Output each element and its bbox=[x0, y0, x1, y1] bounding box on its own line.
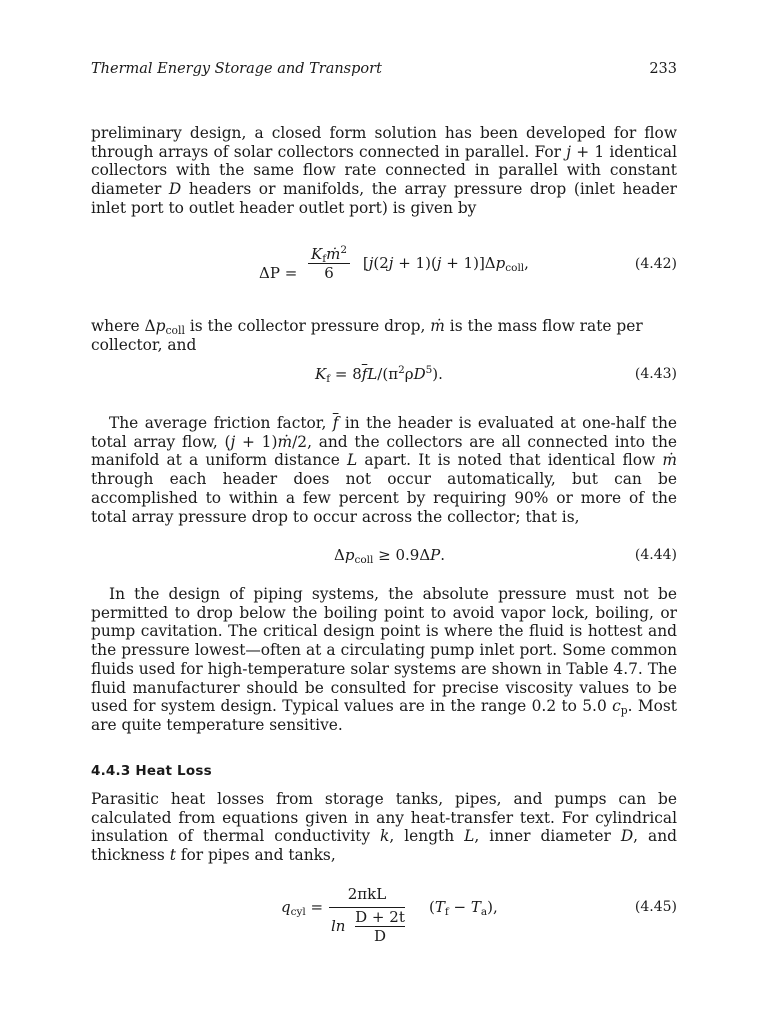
text-run: , inner diameter bbox=[474, 827, 621, 846]
text-run: for pipes and tanks, bbox=[175, 846, 336, 865]
eq-term: . bbox=[440, 546, 446, 564]
text-run: + 1) bbox=[235, 432, 278, 451]
equation-4-43 bbox=[91, 365, 677, 387]
eq-term: 5 bbox=[425, 364, 433, 376]
text-run: p bbox=[620, 704, 628, 718]
eq-term: L bbox=[367, 365, 378, 383]
text-run: ṁ bbox=[430, 317, 445, 335]
paragraph-where bbox=[91, 317, 677, 354]
text-run: p bbox=[155, 317, 166, 335]
eq-term: ( bbox=[429, 898, 435, 916]
eq-term: j bbox=[388, 253, 394, 272]
eq-term: + 1)( bbox=[393, 253, 437, 272]
eq-lhs: ΔP = bbox=[259, 263, 298, 282]
text-run: /2, and the collectors are all connected into the manifold at a uniform distance bbox=[91, 432, 677, 470]
text-run: is the collector pressure drop, bbox=[184, 317, 431, 335]
text-run: D bbox=[168, 180, 182, 199]
section-heading: 4.4.3 Heat Loss bbox=[91, 763, 212, 779]
eq-term: f bbox=[322, 253, 327, 265]
equation-number: (4.43) bbox=[634, 366, 677, 382]
equation-number: (4.44) bbox=[634, 547, 677, 563]
eq-term: ln bbox=[331, 917, 346, 935]
text-run: + 1 identical collectors with the same flow rate connected in parallel with constant diameter bbox=[91, 142, 677, 199]
eq-term: ≥ 0.9Δ bbox=[373, 546, 431, 564]
text-run: headers or manifolds, the array pressure drop (inlet header inlet port to outlet header outlet port) is given by bbox=[91, 180, 677, 217]
eq-term: cyl bbox=[290, 906, 306, 918]
eq-term: coll bbox=[505, 261, 525, 274]
text-run: j bbox=[566, 142, 571, 161]
text-run: through each header does not occur automatically, but can be accomplished to within a few percent by requiring 90% or more of the total array pressure drop to occur across the collector; that is, bbox=[91, 470, 677, 526]
text-run: c bbox=[612, 697, 621, 716]
equation-number: (4.42) bbox=[634, 256, 677, 272]
equation-number: (4.45) bbox=[634, 899, 677, 915]
text-run: in the header is evaluated at one-half the total array flow, ( bbox=[91, 414, 677, 451]
text-run: is the mass flow rate per collector, and bbox=[91, 317, 643, 354]
eq-term: j bbox=[368, 253, 374, 272]
eq-term: f bbox=[326, 373, 331, 385]
eq-term: ṁ bbox=[326, 245, 341, 263]
eq-term: D + 2t bbox=[355, 908, 405, 926]
eq-term: 2 bbox=[340, 244, 348, 256]
paragraph-intro bbox=[91, 124, 677, 218]
text-run: $\overline{f}$ bbox=[332, 414, 339, 432]
eq-inner-fraction bbox=[355, 908, 405, 945]
text-run: . Most are quite temperature sensitive. bbox=[91, 697, 677, 734]
eq-term: 2 bbox=[398, 364, 405, 376]
equation-4-42 bbox=[91, 245, 677, 285]
eq-term: Δ bbox=[334, 546, 345, 564]
equation-4-44 bbox=[91, 546, 677, 568]
eq-term: 2πkL bbox=[347, 885, 387, 903]
running-head bbox=[91, 61, 677, 81]
text-run: t bbox=[169, 846, 176, 865]
text-run: where Δ bbox=[91, 317, 156, 335]
text-run: ṁ bbox=[277, 432, 293, 451]
eq-term: K bbox=[315, 365, 327, 383]
eq-term: /(π bbox=[377, 365, 399, 383]
eq-term: 6 bbox=[324, 264, 334, 282]
eq-term: $\overline{f}$ bbox=[361, 365, 368, 383]
paragraph-piping bbox=[91, 585, 677, 735]
eq-term: j bbox=[436, 253, 442, 272]
text-run: j bbox=[230, 432, 236, 451]
eq-term: T bbox=[470, 898, 481, 916]
text-run: ṁ bbox=[662, 451, 677, 470]
eq-term: a bbox=[480, 906, 488, 918]
text-run: preliminary design, a closed form solution has been developed for flow through arrays of solar collectors connected in parallel. For bbox=[91, 124, 677, 161]
eq-term: T bbox=[434, 898, 445, 916]
paragraph-heat-loss bbox=[91, 790, 677, 865]
eq-term: [ bbox=[362, 253, 369, 272]
eq-fraction bbox=[308, 245, 350, 282]
page-number: 233 bbox=[649, 61, 677, 77]
eq-term: = bbox=[305, 898, 324, 916]
eq-term: ρ bbox=[404, 365, 414, 383]
eq-term: D bbox=[373, 927, 387, 945]
text-run: apart. It is noted that identical flow bbox=[357, 451, 663, 470]
eq-term: f bbox=[444, 906, 449, 918]
eq-term: p bbox=[344, 546, 355, 564]
running-title: Thermal Energy Storage and Transport bbox=[91, 61, 382, 77]
text-run: L bbox=[464, 827, 475, 846]
eq-term: = 8 bbox=[330, 365, 362, 383]
text-run: In the design of piping systems, the absolute pressure must not be permitted to drop below the boiling point to avoid vapor lock, boiling, or pump cavitation. The critical design point is where the fluid is hottest and the pressure lowest—often at a circulating pump inlet port. Some common fluids used for high-temperature solar systems are shown in Table 4.7. The fluid manufacturer should be consulted for precise viscosity values to be used for system design. Typical values are in the range 0.2 to 5.0 bbox=[91, 585, 677, 716]
text-run: k bbox=[380, 827, 390, 846]
text-run: , and thickness bbox=[91, 827, 677, 865]
eq-term: (2 bbox=[373, 253, 389, 272]
eq-term: P bbox=[430, 546, 441, 564]
equation-4-45 bbox=[91, 884, 677, 954]
eq-term: q bbox=[281, 898, 291, 916]
eq-term: + 1)]Δ bbox=[441, 253, 496, 272]
paragraph-friction bbox=[91, 414, 677, 526]
eq-term: D bbox=[413, 365, 426, 383]
eq-term: − bbox=[448, 898, 471, 916]
text-run: Parasitic heat losses from storage tanks, pipes, and pumps can be calculated from equations given in any heat-transfer text. For cylindrical insulation of thermal conductivity bbox=[91, 790, 677, 846]
text-run: L bbox=[347, 451, 358, 470]
eq-term: p bbox=[495, 253, 506, 272]
eq-term: , bbox=[524, 253, 529, 272]
text-run: The average friction factor, bbox=[109, 414, 333, 432]
text-run: D bbox=[620, 827, 634, 846]
eq-term: ), bbox=[487, 898, 498, 916]
text-run: coll bbox=[165, 324, 185, 337]
eq-term: K bbox=[311, 245, 323, 263]
eq-fraction bbox=[329, 884, 405, 908]
eq-term: coll bbox=[354, 554, 374, 566]
eq-term: ). bbox=[432, 365, 443, 383]
text-run: , length bbox=[389, 827, 465, 846]
